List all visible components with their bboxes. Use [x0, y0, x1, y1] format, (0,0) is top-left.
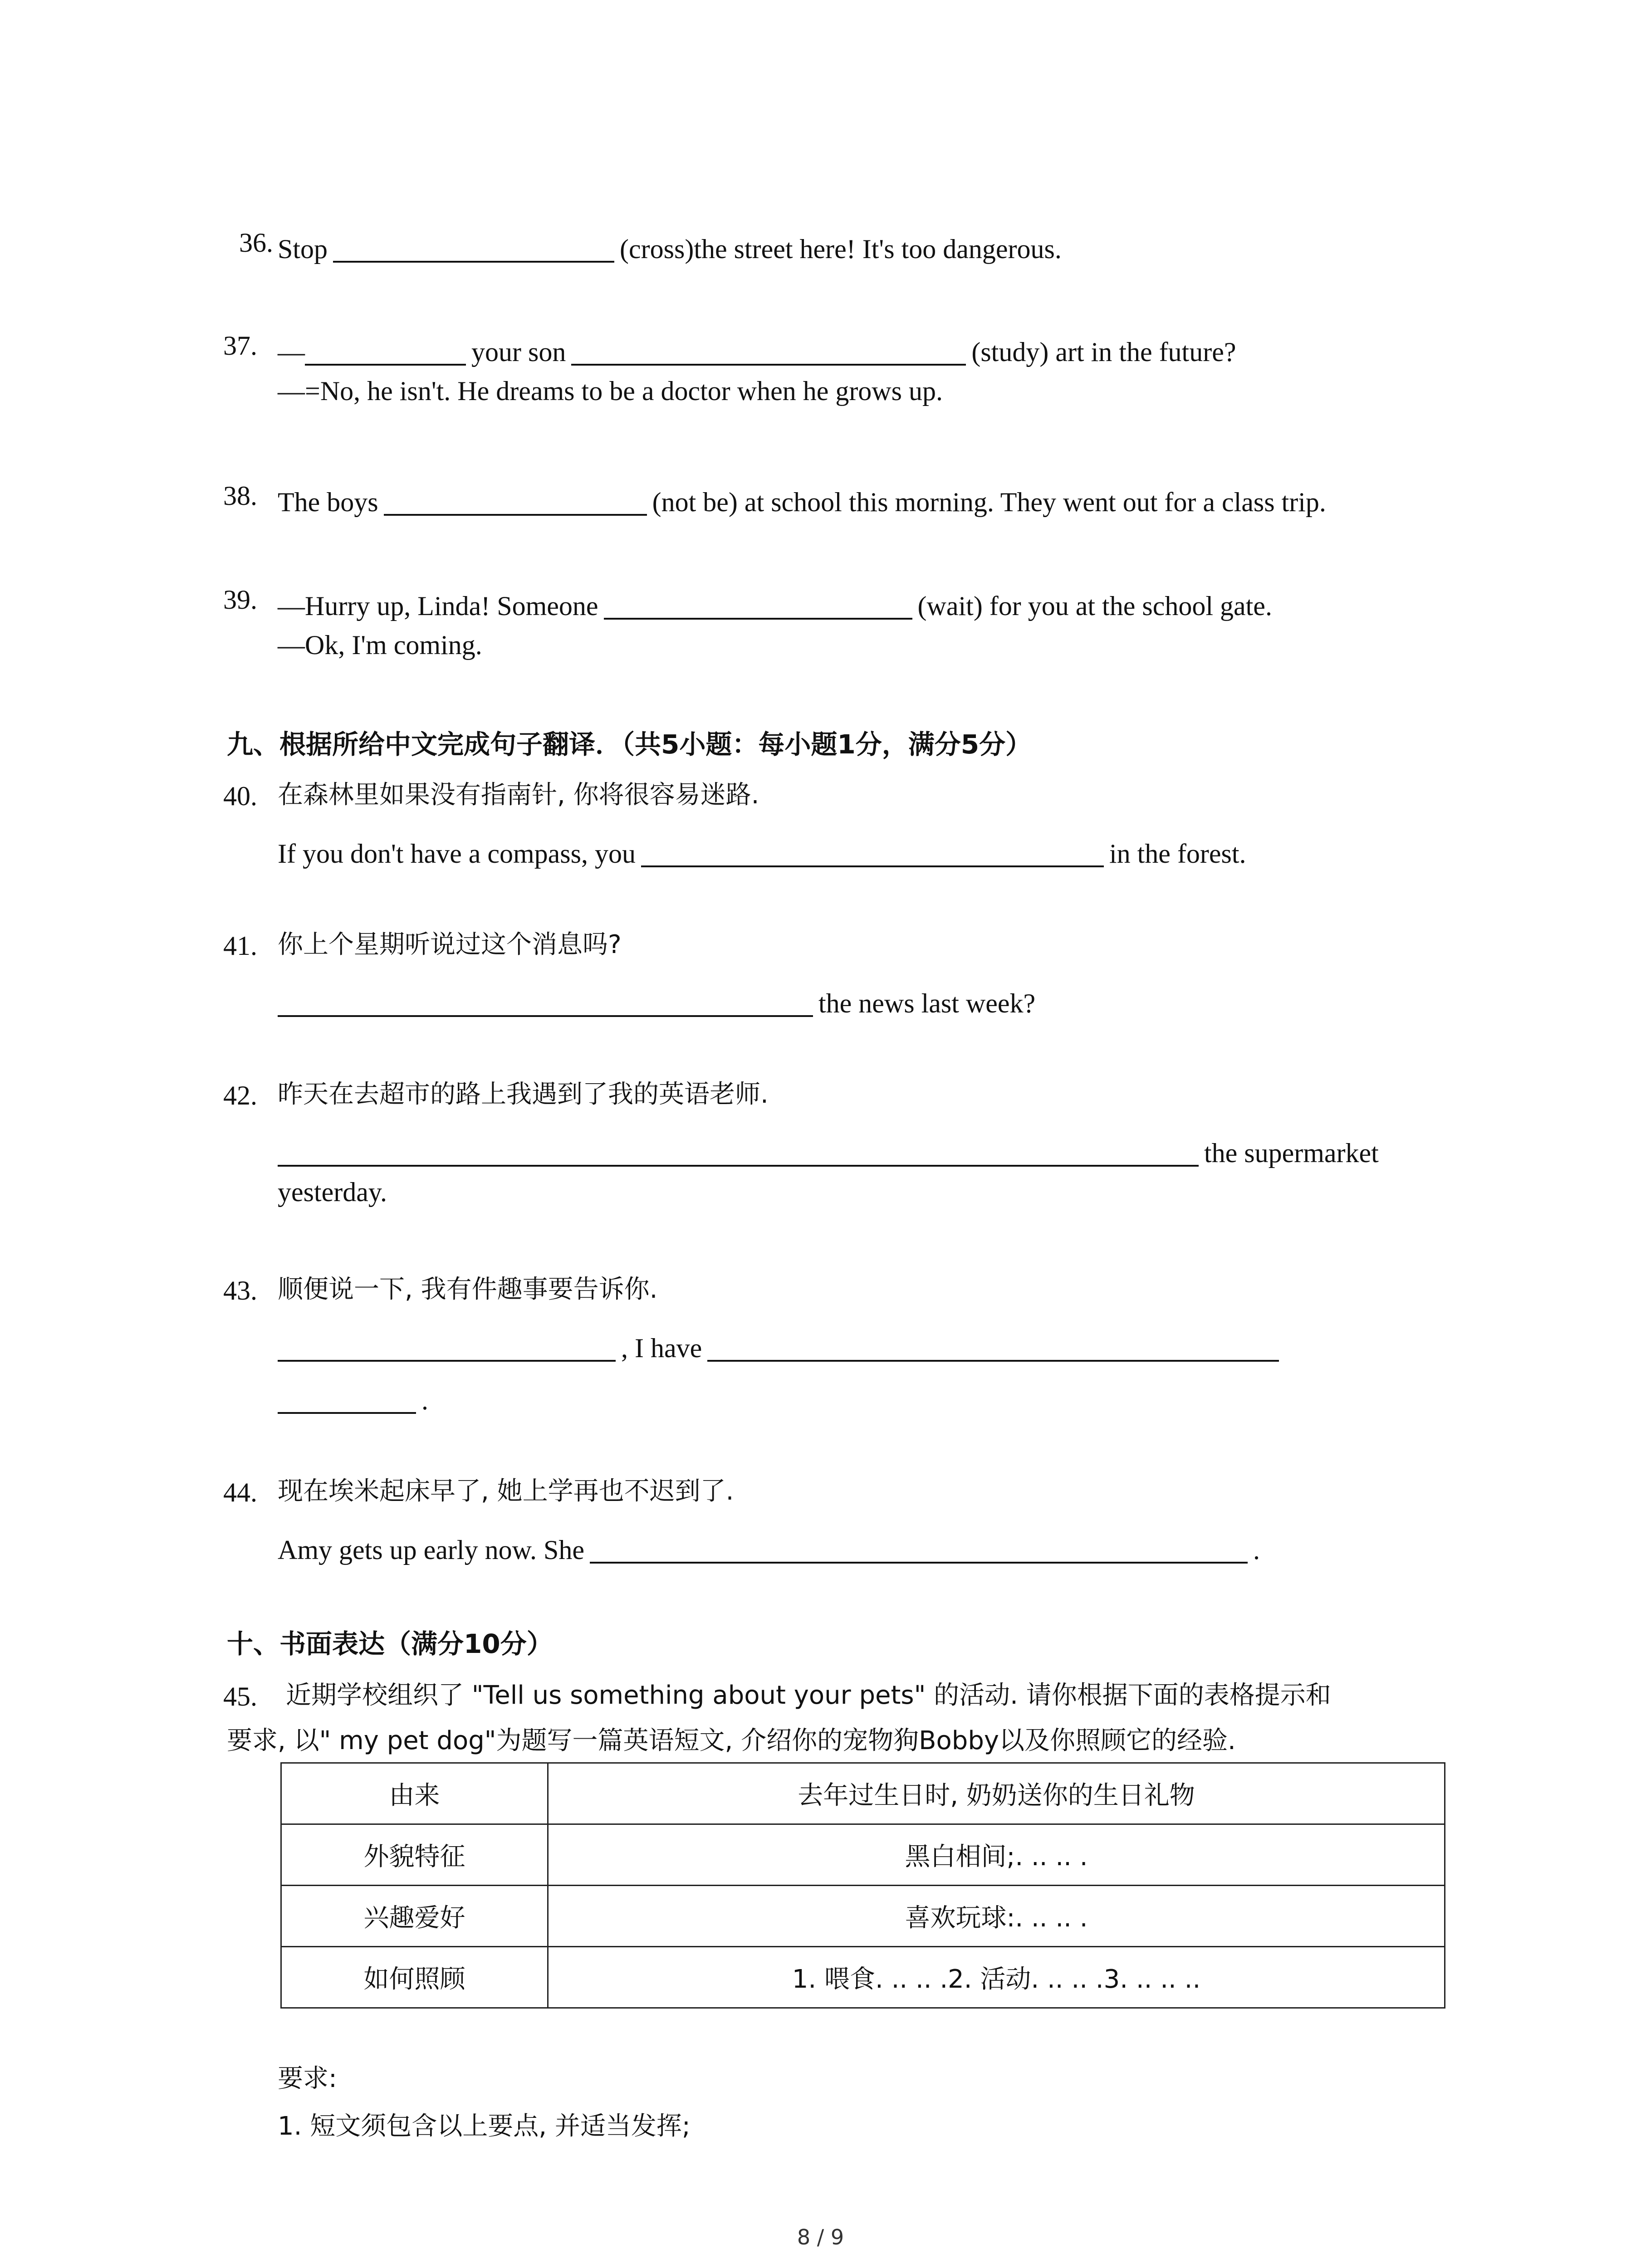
question-42-text: the supermarket — [278, 1133, 1379, 1167]
answer-blank[interactable] — [641, 834, 1104, 867]
question-number: 36. — [239, 228, 273, 258]
question-45-line-2: 要求, 以" my pet dog"为题写一篇英语短文, 介绍你的宠物狗Bobby以及你照顾它的经验. — [227, 1726, 1236, 1755]
requirements-title: 要求: — [278, 2064, 337, 2093]
question-37-text: — your son (study) art in the future? — [278, 332, 1236, 366]
answer-blank[interactable] — [590, 1530, 1248, 1564]
requirements-item-1: 1. 短文须包含以上要点, 并适当发挥; — [278, 2112, 691, 2141]
question-39-number: 39. — [223, 585, 257, 615]
answer-blank[interactable] — [571, 332, 966, 366]
answer-blank[interactable] — [278, 1133, 1199, 1167]
question-43-text: , I have — [278, 1328, 1284, 1362]
section-10-title: 十、书面表达（满分10分） — [227, 1628, 553, 1659]
question-42-number: 42. — [223, 1080, 257, 1110]
answer-blank[interactable] — [707, 1328, 1279, 1362]
question-41-text: the news last week? — [278, 983, 1035, 1017]
question-43-number: 43. — [223, 1276, 257, 1305]
answer-blank[interactable] — [278, 1328, 616, 1362]
prompt-table — [280, 1762, 1445, 2009]
question-43-continuation: . — [278, 1380, 428, 1414]
answer-blank[interactable] — [305, 332, 466, 366]
question-41-number: 41. — [223, 931, 257, 961]
table-label: 如何照顾 — [281, 1947, 548, 2008]
question-39-text: —Hurry up, Linda! Someone (wait) for you at the school gate. — [278, 586, 1272, 620]
table-row — [281, 1763, 1445, 1824]
question-38-text: The boys (not be) at school this morning. They went out for a class trip. — [278, 482, 1326, 516]
table-label: 由来 — [281, 1763, 548, 1824]
table-label: 外貌特征 — [281, 1824, 548, 1886]
table-label: 兴趣爱好 — [281, 1886, 548, 1947]
question-44-number: 44. — [223, 1477, 257, 1507]
answer-blank[interactable] — [278, 1380, 416, 1414]
answer-blank[interactable] — [604, 586, 912, 620]
answer-blank[interactable] — [278, 983, 813, 1017]
answer-blank[interactable] — [333, 229, 614, 263]
table-value: 去年过生日时, 奶奶送你的生日礼物 — [548, 1763, 1445, 1824]
section-9-title: 九、根据所给中文完成句子翻译．（共5小题：每小题1分，满分5分） — [227, 729, 1032, 760]
question-41-chinese: 你上个星期听说过这个消息吗? — [278, 930, 622, 959]
question-43-chinese: 顺便说一下, 我有件趣事要告诉你. — [278, 1275, 658, 1304]
question-44-chinese: 现在埃米起床早了, 她上学再也不迟到了. — [278, 1476, 734, 1506]
table-value: 1. 喂食. .. .. .2. 活动. .. .. .3. .. .. .. — [548, 1947, 1445, 2008]
question-38-number: 38. — [223, 481, 257, 511]
answer-blank[interactable] — [384, 482, 647, 516]
question-37-reply: —=No, he isn't. He dreams to be a doctor when he grows up. — [278, 376, 943, 406]
question-45-line-1: 近期学校组织了 "Tell us something about your pets" 的活动. 请你根据下面的表格提示和 — [286, 1681, 1331, 1710]
question-44-text: Amy gets up early now. She . — [278, 1530, 1260, 1564]
question-39-reply: —Ok, I'm coming. — [278, 630, 482, 660]
page-number: 8 / 9 — [797, 2225, 844, 2249]
table-row — [281, 1824, 1445, 1886]
question-42-continuation: yesterday. — [278, 1177, 387, 1207]
table-row — [281, 1947, 1445, 2008]
table-row — [281, 1886, 1445, 1947]
question-40-number: 40. — [223, 781, 257, 811]
question-42-chinese: 昨天在去超市的路上我遇到了我的英语老师. — [278, 1080, 769, 1109]
question-40-text: If you don't have a compass, you in the forest. — [278, 834, 1246, 867]
table-value: 黑白相间;. .. .. . — [548, 1824, 1445, 1886]
table-value: 喜欢玩球:. .. .. . — [548, 1886, 1445, 1947]
question-45-number: 45. — [223, 1681, 257, 1711]
question-37-number: 37. — [223, 331, 257, 361]
question-40-chinese: 在森林里如果没有指南针, 你将很容易迷路. — [278, 780, 759, 810]
question-36-text: Stop (cross)the street here! It's too dangerous. — [278, 229, 1062, 263]
